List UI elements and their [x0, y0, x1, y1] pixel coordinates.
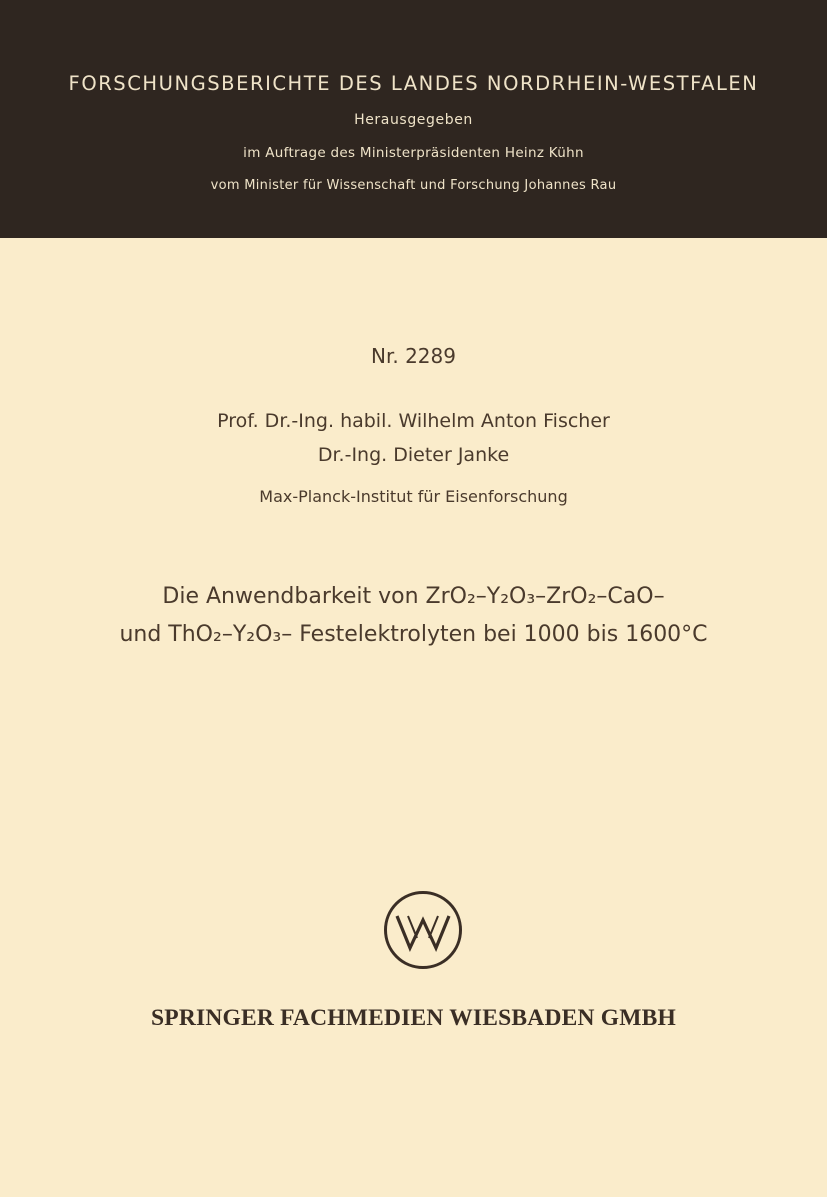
author-primary: Prof. Dr.-Ing. habil. Wilhelm Anton Fischer: [217, 410, 610, 432]
title-line-2: und ThO₂–Y₂O₃– Festelektrolyten bei 1000 bis 1600°C: [119, 622, 708, 647]
editor-note: Herausgegeben: [354, 112, 473, 128]
header-band: [0, 0, 827, 238]
title-line-1: Die Anwendbarkeit von ZrO₂–Y₂O₃–ZrO₂–CaO–: [162, 584, 665, 609]
series-title: FORSCHUNGSBERICHTE DES LANDES NORDRHEIN-WESTFALEN: [68, 72, 759, 95]
author-secondary: Dr.-Ing. Dieter Janke: [317, 444, 510, 466]
institute: Max-Planck-Institut für Eisenforschung: [259, 487, 568, 506]
minister-note: vom Minister für Wissenschaft und Forschung Johannes Rau: [210, 178, 617, 193]
westdeutscher-verlag-w-logo-icon: [383, 890, 463, 970]
commission-note: im Auftrage des Ministerpräsidenten Heinz Kühn: [243, 145, 584, 161]
publisher-name: SPRINGER FACHMEDIEN WIESBADEN GMBH: [151, 1005, 676, 1031]
report-number: Nr. 2289: [371, 344, 456, 368]
